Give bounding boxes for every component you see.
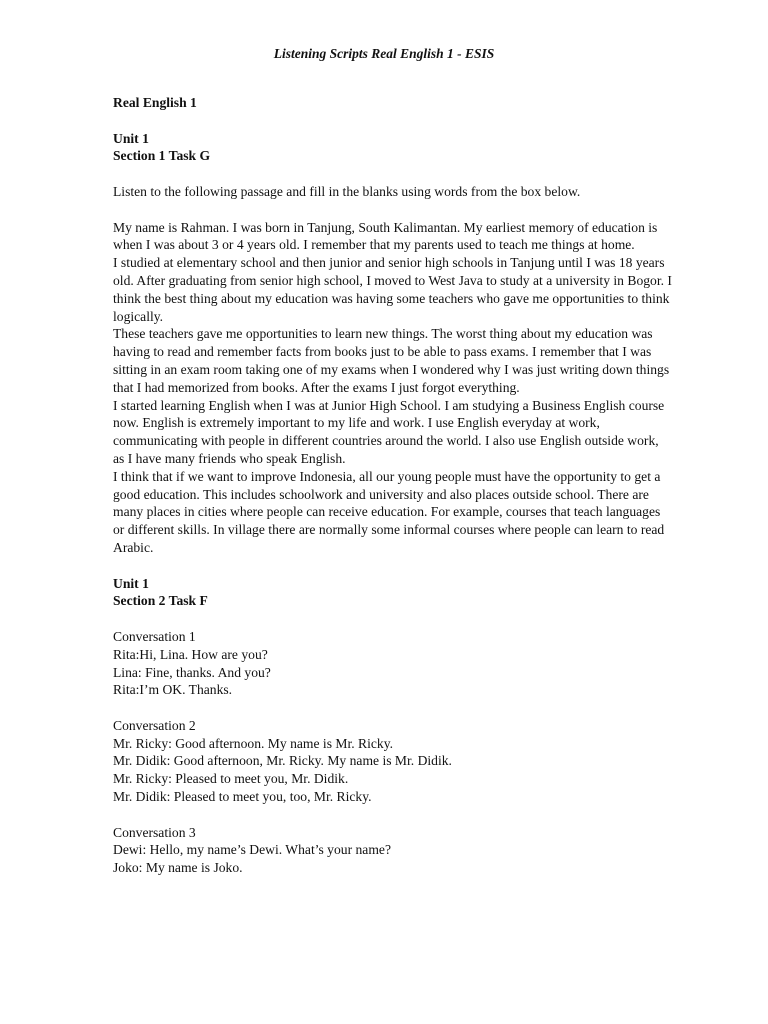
section-heading-2: Section 2 Task F [113,593,208,609]
passage-paragraph: These teachers gave me opportunities to learn new things. The worst thing about my education was having to read and remember facts from books just to be able to pass exams. I remember that I was sitting in an exam room taking one of my exams when I wondered why I was just writing down things that I had memorized from books. After the exams I just forgot everything. [113,326,670,395]
unit-heading-1: Unit 1 [113,130,149,146]
document-body [113,94,673,877]
dialogue-line: Mr. Ricky: Pleased to meet you, Mr. Didik. [113,771,349,787]
section-heading-1: Section 1 Task G [113,148,211,164]
page-header: Listening Scripts Real English 1 - ESIS [273,46,495,61]
passage-paragraph: I think that if we want to improve Indonesia, all our young people must have the opportunity to get a good education. This includes schoolwork and university and also places outside school. There are many places in cities where people can receive education. For example, courses that teach languages or different skills. In village there are normally some informal courses where people can learn to read Arabic. [113,468,665,555]
book-title: Real English 1 [113,95,197,110]
unit-heading-2: Unit 1 [113,575,149,591]
dialogue-line: Mr. Ricky: Good afternoon. My name is Mr. Ricky. [113,735,394,751]
conversation-title: Conversation 3 [113,824,196,840]
dialogue-line: Joko: My name is Joko. [113,860,243,876]
instruction-text: Listen to the following passage and fill in the blanks using words from the box below. [113,183,581,199]
dialogue-line: Mr. Didik: Pleased to meet you, too, Mr. Ricky. [113,789,372,805]
dialogue-line: Rita:I’m OK. Thanks. [113,682,233,698]
dialogue-line: Mr. Didik: Good afternoon, Mr. Ricky. My name is Mr. Didik. [113,753,452,769]
dialogue-line: Dewi: Hello, my name’s Dewi. What’s your name? [113,842,391,858]
conversation-title: Conversation 2 [113,717,196,733]
passage-paragraph: I studied at elementary school and then junior and senior high schools in Tanjung until I was 18 years old. After graduating from senior high school, I moved to West Java to study at a university in Bogor. I think the best thing about my education was having some teachers who gave me opportunities to think logically. [113,255,672,324]
conversation-title: Conversation 1 [113,628,196,644]
dialogue-line: Lina: Fine, thanks. And you? [113,664,271,680]
passage-paragraph: I started learning English when I was at Junior High School. I am studying a Business English course now. English is extremely important to my life and work. I use English everyday at work, communicating with people in different countries around the world. I also use English outside work, as I have many friends who speak English. [113,397,665,466]
dialogue-line: Rita:Hi, Lina. How are you? [113,646,268,662]
passage-paragraph: My name is Rahman. I was born in Tanjung, South Kalimantan. My earliest memory of education is when I was about 3 or 4 years old. I remember that my parents used to teach me things at home. [113,219,658,253]
